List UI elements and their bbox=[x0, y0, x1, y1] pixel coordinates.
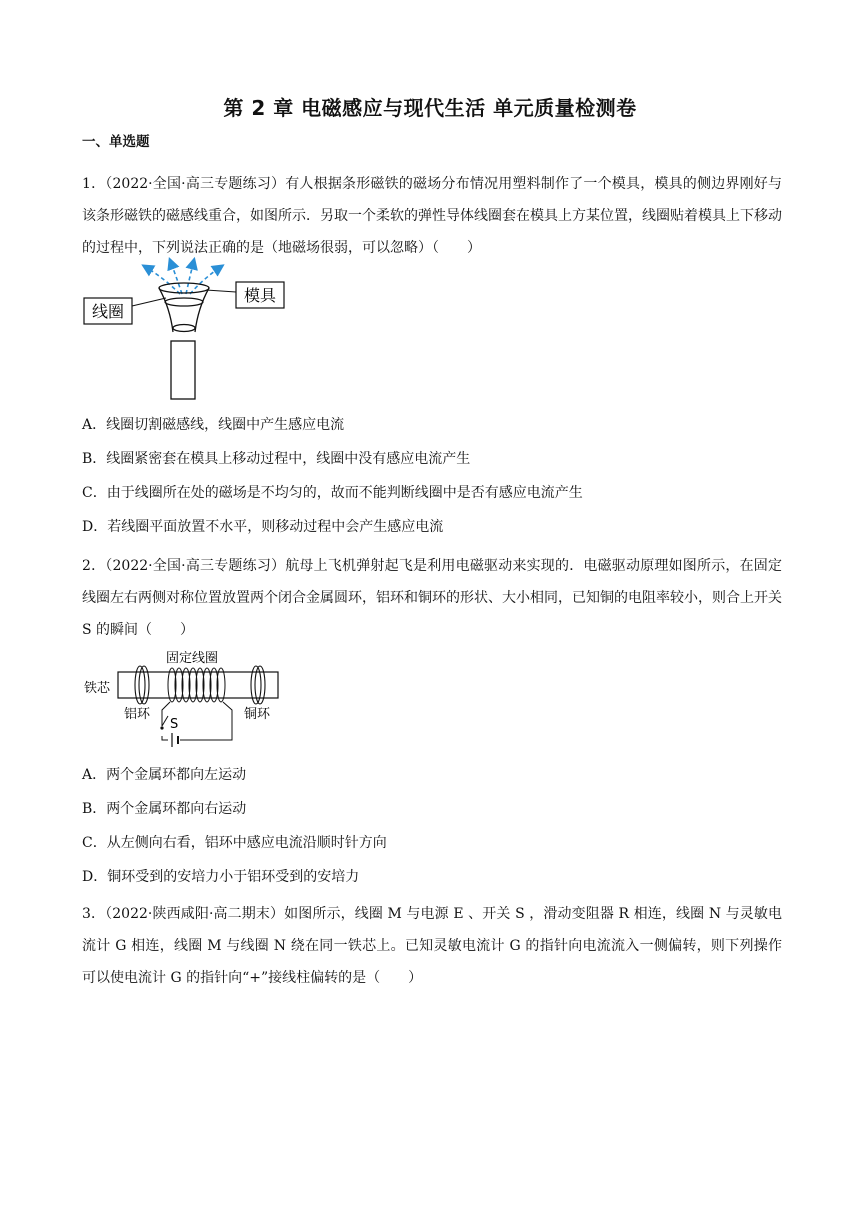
bar-magnet bbox=[171, 341, 195, 399]
question-2-option-d: D．铜环受到的安培力小于铝环受到的安培力 bbox=[82, 869, 360, 885]
fixed-coil bbox=[168, 668, 225, 702]
copper-ring-label: 铜环 bbox=[244, 707, 271, 722]
section-heading: 一、单选题 bbox=[82, 134, 150, 150]
aluminum-ring-label: 铝环 bbox=[124, 707, 151, 722]
mold-label-box bbox=[206, 282, 284, 308]
question-1-option-b: B．线圈紧密套在模具上移动过程中，线圈中没有感应电流产生 bbox=[82, 451, 471, 467]
coil-label: 线圈 bbox=[91, 302, 125, 321]
question-1-option-c: C．由于线圈所在处的磁场是不均匀的，故而不能判断线圈中是否有感应电流产生 bbox=[82, 485, 583, 501]
question-1-option-a: A．线圈切割磁感线，线圈中产生感应电流 bbox=[82, 417, 345, 433]
iron-core bbox=[118, 672, 278, 698]
fixed-coil-label: 固定线圈 bbox=[165, 651, 219, 666]
mold-label: 模具 bbox=[243, 286, 277, 305]
mold-shape bbox=[159, 283, 209, 332]
iron-core-label: 铁芯 bbox=[84, 681, 111, 696]
switch-label: S bbox=[170, 717, 179, 732]
question-1-stem: 1．（2022·全国·高三专题练习）有人根据条形磁铁的磁场分布情况用塑料制作了一个模具，模具的侧边界刚好与该条形磁铁的磁感线重合，如图所示．另取一个柔软的弹性导体线圈套在模具上方某位置，线圈贴着模具上下移动的过程中，下列说法正确的是（地磁场很弱，可以忽略）（ ） bbox=[82, 176, 782, 256]
coil-label-box bbox=[84, 298, 166, 324]
question-2-stem: 2．（2022·全国·高三专题练习）航母上飞机弹射起飞是利用电磁驱动来实现的．电磁驱动原理如图所示，在固定线圈左右两侧对称位置放置两个闭合金属圆环，铝环和铜环的形状、大小相同，已知铜的电阻率较小，则合上开关 S 的瞬间（ ） bbox=[82, 558, 782, 638]
figure-electromagnetic-drive bbox=[82, 648, 282, 752]
switch-contact bbox=[160, 726, 163, 729]
field-line-arrows bbox=[144, 260, 222, 294]
page-title: 第 2 章 电磁感应与现代生活 单元质量检测卷 bbox=[223, 96, 637, 120]
question-2-option-a: A．两个金属环都向左运动 bbox=[82, 767, 247, 783]
figure-magnet-mold bbox=[82, 254, 292, 404]
battery-icon bbox=[172, 733, 178, 747]
question-2-option-b: B．两个金属环都向右运动 bbox=[82, 801, 247, 817]
question-2-option-c: C．从左侧向右看，铝环中感应电流沿顺时针方向 bbox=[82, 835, 387, 851]
question-3-stem: 3．（2022·陕西咸阳·高二期末）如图所示，线圈 M 与电源 E 、开关 S ，滑动变阻器 R 相连，线圈 N 与灵敏电流计 G 相连，线圈 M 与线圈 N 绕在同一铁芯上。已知灵敏电流计 G 的指针向电流流入一侧偏转，则下列操作可以使电流计 G 的指针向“+”接线柱偏转的是（ ） bbox=[82, 906, 782, 986]
question-1-option-d: D．若线圈平面放置不水平，则移动过程中会产生感应电流 bbox=[82, 519, 444, 535]
